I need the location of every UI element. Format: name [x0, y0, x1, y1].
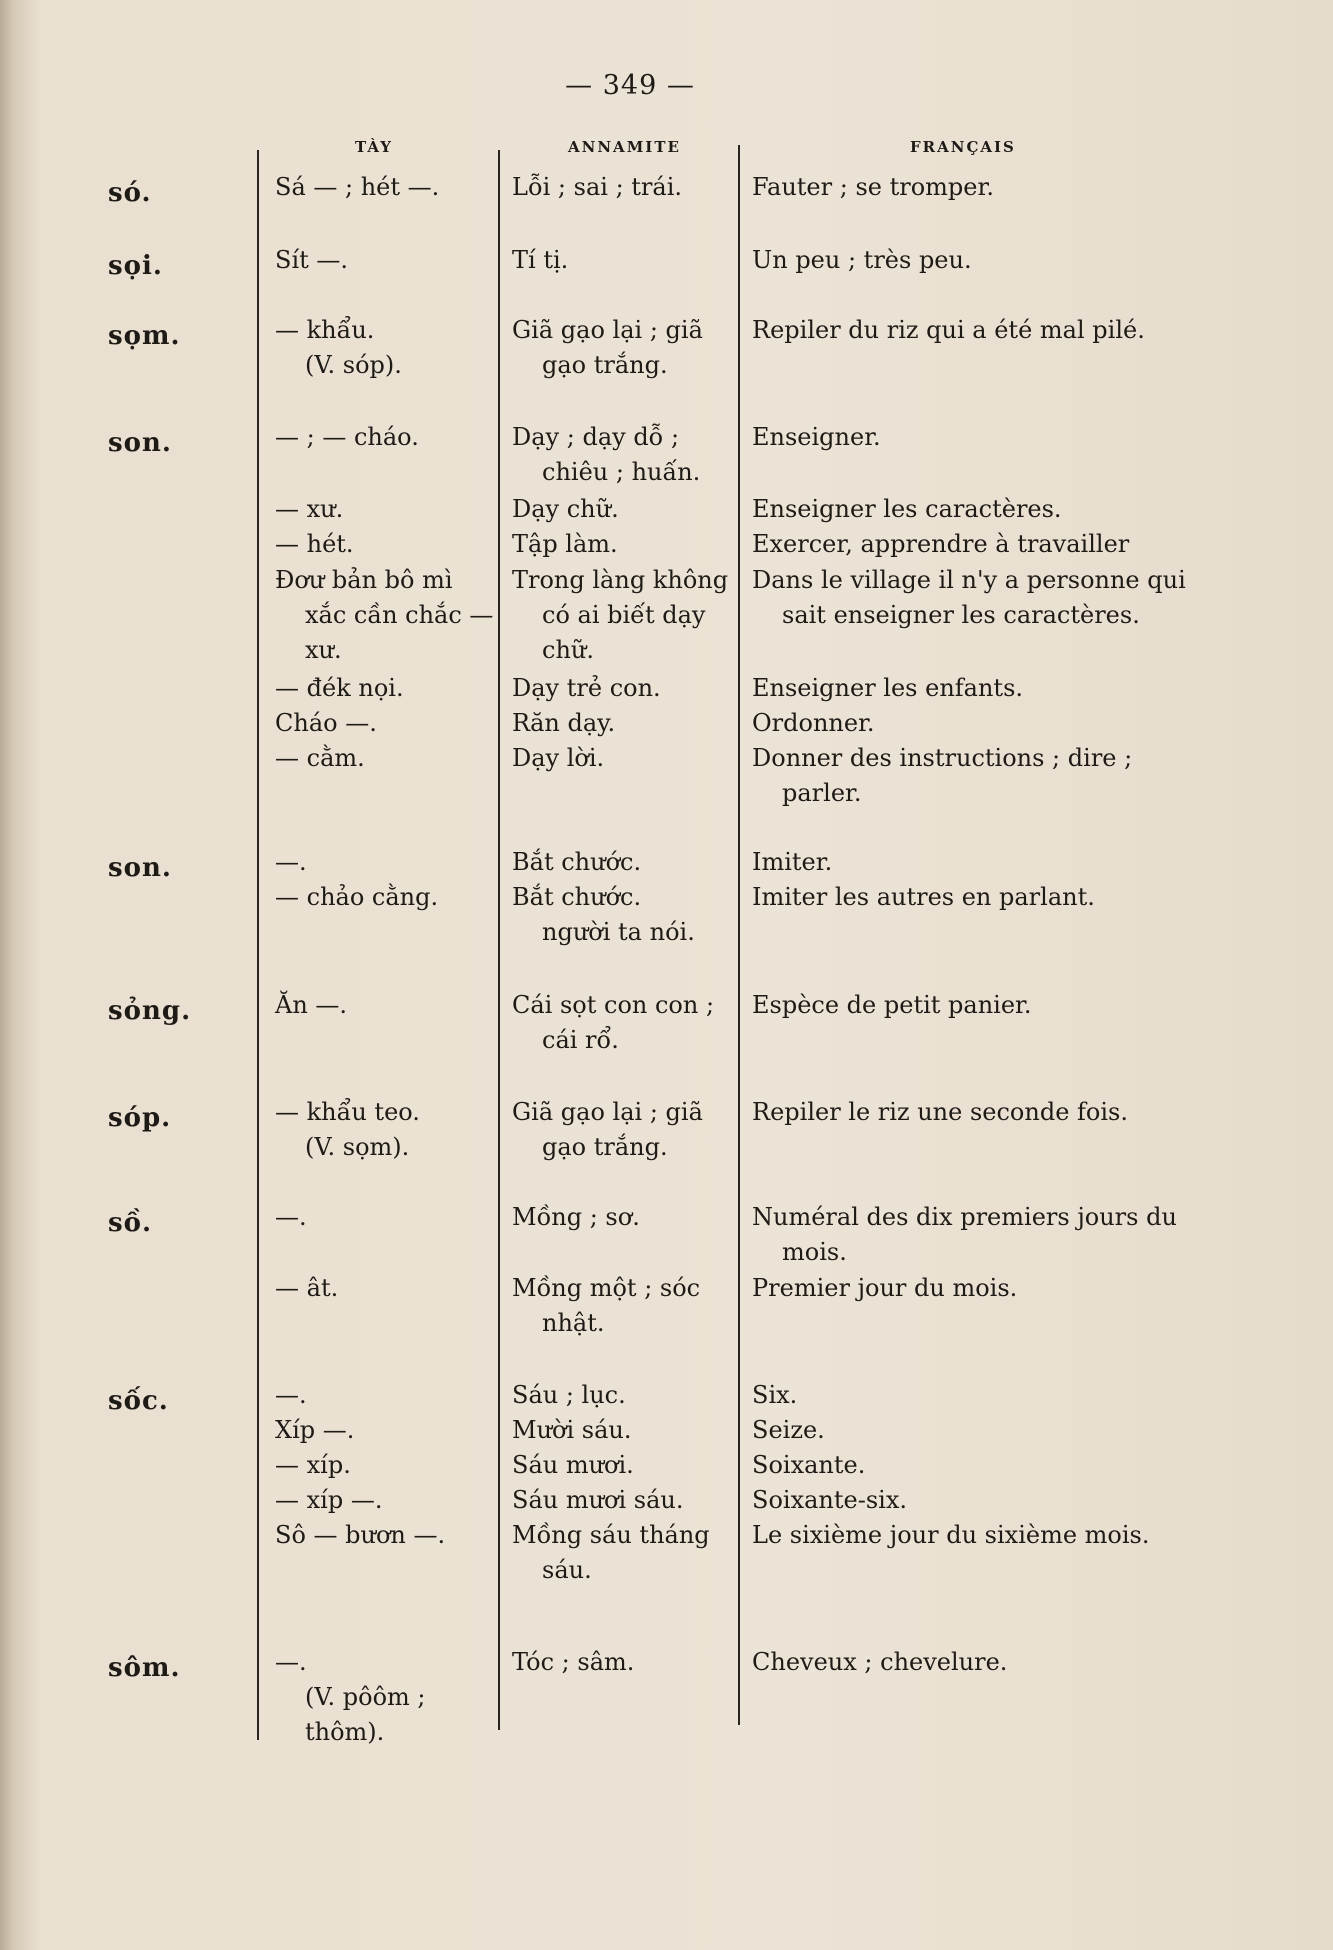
francais-cell	[752, 988, 1192, 1023]
tay-cell	[275, 563, 494, 668]
annamite-cell-line: Răn dạy.	[512, 709, 616, 737]
tay-cell	[275, 1518, 490, 1553]
francais-cell-line: Soixante-six.	[752, 1486, 907, 1514]
annamite-cell	[512, 706, 737, 741]
francais-cell	[752, 170, 1192, 205]
headword: son.	[108, 853, 172, 883]
tay-cell	[275, 492, 490, 527]
annamite-cell	[512, 1448, 737, 1483]
tay-cell-line: — xíp —.	[275, 1486, 383, 1514]
francais-cell	[752, 706, 1192, 741]
annamite-cell-line: Tập làm.	[512, 530, 618, 558]
headword: sôm.	[108, 1653, 181, 1683]
tay-cell	[275, 243, 490, 278]
annamite-cell	[512, 1413, 737, 1448]
francais-cell-line: Repiler du riz qui a été mal pilé.	[752, 316, 1145, 344]
tay-cell	[275, 170, 490, 205]
tay-cell	[275, 671, 490, 706]
annamite-cell-line: Bắt chước.	[512, 883, 642, 911]
tay-cell-line: — khẩu.	[275, 316, 375, 344]
annamite-cell	[512, 243, 737, 278]
francais-cell-line: Enseigner les enfants.	[752, 674, 1024, 702]
tay-cell-line: Ăn —.	[275, 991, 348, 1019]
headword: sọi.	[108, 251, 163, 281]
tay-cell-line: Sít —.	[275, 246, 349, 274]
tay-cell	[275, 706, 490, 741]
headword: sốc.	[108, 1386, 169, 1416]
francais-cell-line: Fauter ; se tromper.	[752, 173, 994, 201]
francais-cell	[752, 1483, 1192, 1518]
annamite-cell-line: Bắt chước.	[512, 848, 642, 876]
annamite-cell-line: Mồng một ; sóc	[512, 1274, 701, 1302]
francais-cell-line: Un peu ; très peu.	[752, 246, 972, 274]
francais-cell-line: Cheveux ; chevelure.	[752, 1648, 1008, 1676]
francais-cell-line: parler.	[782, 779, 862, 807]
headword: sỏng.	[108, 996, 192, 1026]
column-header-tay: TÀY	[355, 138, 393, 156]
francais-cell	[752, 563, 1192, 633]
annamite-cell-line: Trong làng không	[512, 566, 729, 594]
francais-cell	[752, 1518, 1192, 1553]
tay-cell	[275, 420, 490, 455]
annamite-cell	[512, 527, 737, 562]
annamite-cell	[512, 845, 737, 880]
annamite-cell-line: gạo trắng.	[542, 1133, 668, 1161]
column-divider-left	[257, 150, 259, 1740]
tay-cell	[275, 988, 490, 1023]
tay-cell-line: — đék nọi.	[275, 674, 404, 702]
francais-cell-line: Enseigner les caractères.	[752, 495, 1062, 523]
francais-cell-line: Six.	[752, 1381, 798, 1409]
tay-cell-line: — ; — cháo.	[275, 423, 419, 451]
annamite-cell-line: Dạy chữ.	[512, 495, 619, 523]
francais-cell-line: Imiter les autres en parlant.	[752, 883, 1095, 911]
francais-cell-line: Repiler le riz une seconde fois.	[752, 1098, 1128, 1126]
annamite-cell-line: Giã gạo lại ; giã	[512, 316, 703, 344]
annamite-cell-line: chữ.	[542, 636, 594, 664]
francais-cell-line: Dans le village il n'y a personne qui	[752, 566, 1186, 594]
francais-cell-line: Exercer, apprendre à travailler	[752, 530, 1130, 558]
tay-cell-line: — chảo cằng.	[275, 883, 439, 911]
francais-cell	[752, 420, 1192, 455]
francais-cell	[752, 243, 1192, 278]
tay-cell-line: (V. pôôm ;	[305, 1683, 426, 1711]
tay-cell-line: Xíp —.	[275, 1416, 355, 1444]
headword: sồ.	[108, 1208, 153, 1238]
tay-cell	[275, 1200, 490, 1235]
francais-cell-line: Seize.	[752, 1416, 825, 1444]
annamite-cell	[512, 1483, 737, 1518]
annamite-cell-line: Dạy lời.	[512, 744, 605, 772]
francais-cell-line: Le sixième jour du sixième mois.	[752, 1521, 1150, 1549]
annamite-cell-line: Tóc ; sâm.	[512, 1648, 635, 1676]
annamite-cell	[512, 880, 737, 950]
annamite-cell-line: Giã gạo lại ; giã	[512, 1098, 703, 1126]
headword: son.	[108, 428, 172, 458]
tay-cell-line: —.	[275, 1203, 307, 1231]
tay-cell-line: — khẩu teo.	[275, 1098, 420, 1126]
tay-cell-line: (V. sọm).	[305, 1133, 410, 1161]
tay-cell	[275, 1095, 490, 1165]
francais-cell	[752, 1271, 1192, 1306]
annamite-cell	[512, 1518, 737, 1588]
francais-cell	[752, 845, 1192, 880]
tay-cell-line: thôm).	[305, 1718, 385, 1746]
headword: sọm.	[108, 321, 181, 351]
annamite-cell	[512, 1271, 737, 1341]
tay-cell	[275, 1271, 490, 1306]
annamite-cell	[512, 988, 737, 1058]
francais-cell-line: Imiter.	[752, 848, 833, 876]
annamite-cell-line: Mồng sáu tháng	[512, 1521, 710, 1549]
annamite-cell-line: Cái sọt con con ;	[512, 991, 715, 1019]
francais-cell	[752, 492, 1192, 527]
tay-cell	[275, 741, 490, 776]
annamite-cell-line: nhật.	[542, 1309, 605, 1337]
annamite-cell	[512, 1095, 737, 1165]
tay-cell-line: — xíp.	[275, 1451, 351, 1479]
annamite-cell	[512, 1378, 737, 1413]
francais-cell	[752, 671, 1192, 706]
francais-cell	[752, 1378, 1192, 1413]
tay-cell	[275, 527, 490, 562]
annamite-cell-line: Dạy trẻ con.	[512, 674, 661, 702]
annamite-cell-line: cái rổ.	[542, 1026, 619, 1054]
annamite-cell-line: Tí tị.	[512, 246, 569, 274]
tay-cell-line: xư.	[305, 636, 342, 664]
annamite-cell	[512, 420, 737, 490]
annamite-cell-line: chiêu ; huấn.	[542, 458, 701, 486]
annamite-cell-line: người ta nói.	[542, 918, 695, 946]
annamite-cell-line: Lỗi ; sai ; trái.	[512, 173, 683, 201]
francais-cell-line: Enseigner.	[752, 423, 881, 451]
tay-cell-line: Cháo —.	[275, 709, 377, 737]
tay-cell-line: Đơư bản bô mì	[275, 566, 453, 594]
column-header-annamite: ANNAMITE	[568, 138, 681, 156]
tay-cell	[275, 1483, 490, 1518]
annamite-cell-line: Mười sáu.	[512, 1416, 632, 1444]
annamite-cell	[512, 563, 737, 668]
tay-cell-line: —.	[275, 848, 307, 876]
tay-cell-line: — cằm.	[275, 744, 365, 772]
column-header-francais: FRANÇAIS	[910, 138, 1016, 156]
tay-cell	[275, 1413, 490, 1448]
column-divider-middle	[498, 150, 500, 1730]
tay-cell-line: — xư.	[275, 495, 344, 523]
francais-cell-line: Premier jour du mois.	[752, 1274, 1018, 1302]
francais-cell	[752, 527, 1192, 562]
tay-cell	[275, 1448, 490, 1483]
annamite-cell-line: sáu.	[542, 1556, 592, 1584]
annamite-cell	[512, 313, 737, 383]
tay-cell-line: (V. sóp).	[305, 351, 402, 379]
francais-cell-line: Soixante.	[752, 1451, 866, 1479]
francais-cell	[752, 1413, 1192, 1448]
francais-cell-line: Numéral des dix premiers jours du	[752, 1203, 1177, 1231]
francais-cell-line: sait enseigner les caractères.	[782, 601, 1140, 629]
annamite-cell-line: Sáu ; lục.	[512, 1381, 626, 1409]
page-number: — 349 —	[565, 70, 695, 101]
francais-cell	[752, 313, 1192, 348]
annamite-cell	[512, 492, 737, 527]
annamite-cell-line: Dạy ; dạy dỗ ;	[512, 423, 680, 451]
column-divider-right	[738, 145, 740, 1725]
francais-cell-line: mois.	[782, 1238, 847, 1266]
annamite-cell	[512, 1645, 737, 1680]
francais-cell	[752, 741, 1192, 811]
francais-cell	[752, 1200, 1192, 1270]
tay-cell	[275, 1378, 490, 1413]
francais-cell	[752, 1095, 1192, 1130]
tay-cell-line: —.	[275, 1648, 307, 1676]
annamite-cell	[512, 741, 737, 776]
francais-cell-line: Ordonner.	[752, 709, 875, 737]
tay-cell	[275, 880, 490, 915]
francais-cell-line: Donner des instructions ; dire ;	[752, 744, 1133, 772]
tay-cell	[275, 313, 490, 383]
annamite-cell	[512, 671, 737, 706]
tay-cell-line: — ât.	[275, 1274, 339, 1302]
annamite-cell-line: Mồng ; sơ.	[512, 1203, 640, 1231]
francais-cell	[752, 1448, 1192, 1483]
tay-cell-line: Sô — bươn —.	[275, 1521, 446, 1549]
francais-cell	[752, 1645, 1192, 1680]
tay-cell-line: Sá — ; hét —.	[275, 173, 440, 201]
headword: sóp.	[108, 1103, 172, 1133]
francais-cell	[752, 880, 1192, 915]
annamite-cell	[512, 1200, 737, 1235]
tay-cell	[275, 845, 490, 880]
annamite-cell-line: Sáu mươi sáu.	[512, 1486, 684, 1514]
annamite-cell	[512, 170, 737, 205]
annamite-cell-line: Sáu mươi.	[512, 1451, 634, 1479]
tay-cell	[275, 1645, 490, 1750]
headword: só.	[108, 178, 152, 208]
francais-cell-line: Espèce de petit panier.	[752, 991, 1032, 1019]
annamite-cell-line: có ai biết dạy	[542, 601, 706, 629]
tay-cell-line: —.	[275, 1381, 307, 1409]
tay-cell-line: xắc cần chắc —	[305, 601, 494, 629]
tay-cell-line: — hét.	[275, 530, 354, 558]
annamite-cell-line: gạo trắng.	[542, 351, 668, 379]
